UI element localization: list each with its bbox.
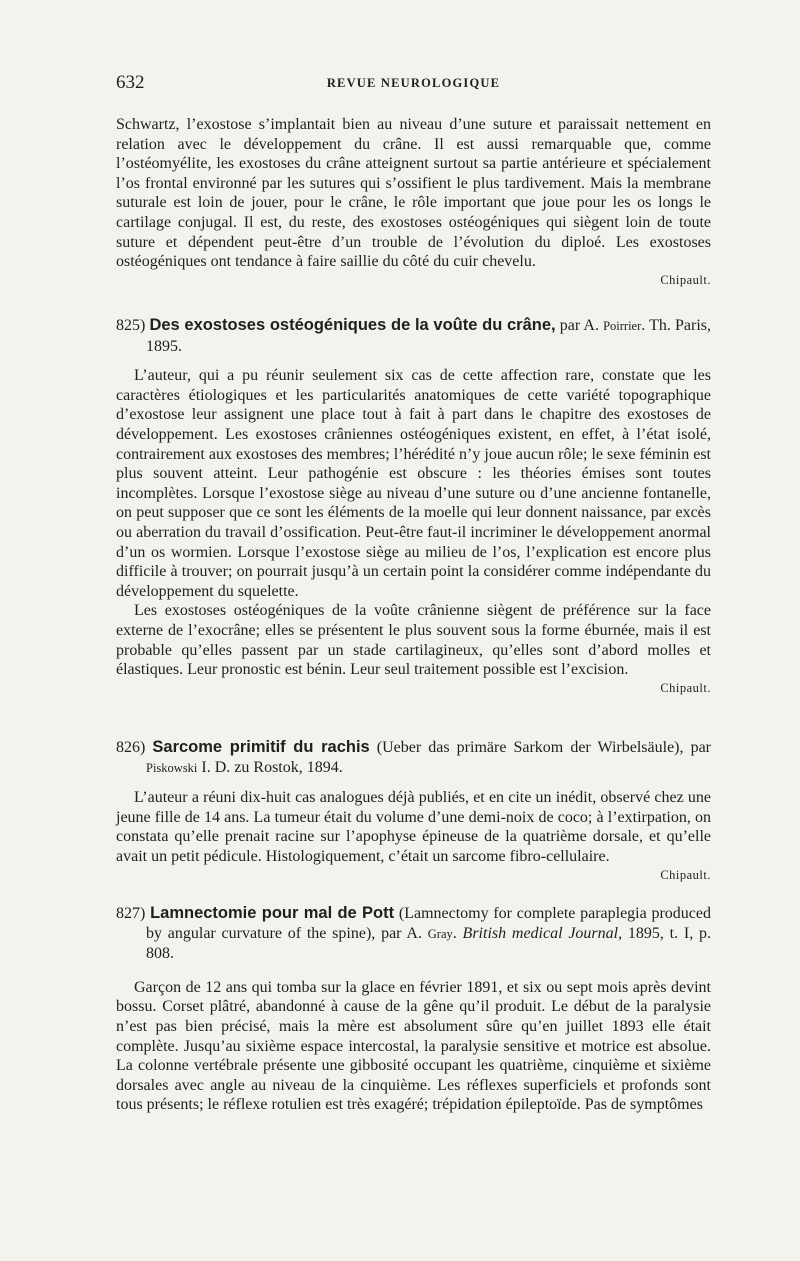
entry-paragraph: Garçon de 12 ans qui tomba sur la glace en février 1891, et six ou sept mois après devint bossu. Corset plâtré, abandonné à cause de la gêne qu’il produit. Le début de la paralysie n’est pas bien précisé, mais la mère est absolument sûre qu’en juillet 1893 elle était complète. Jusqu’au sixième espace intercostal, la paralysie sensitive et motrice est absolue. La colonne vertébrale présente une gibbosité occupant les quatrième, cinquième et sixième dorsales avec angle au niveau de la cinquième. Les réflexes superficiels et profonds sont tous présents; le réflexe rotulien est très exagéré; trépidation épileptoïde. Pas de symptômes	[116, 978, 711, 1114]
entry-citation: par A.	[555, 317, 604, 334]
entry-title: Sarcome primitif du rachis	[152, 738, 370, 756]
entry-825	[116, 316, 711, 698]
entry-citation-end: 1895, t. I, p. 808.	[146, 924, 712, 963]
intro-block	[116, 115, 711, 290]
page-number: 632	[116, 72, 145, 93]
page-header	[116, 72, 711, 96]
entry-title: Des exostoses ostéogéniques de la voûte du crâne,	[149, 316, 556, 334]
signature: Chipault.	[660, 680, 711, 695]
entry-citation-end: I. D. zu Rostok, 1894.	[197, 758, 343, 776]
signature: Chipault.	[660, 867, 711, 882]
running-title: REVUE NEUROLOGIQUE	[326, 76, 501, 90]
entry-number: 827)	[116, 905, 146, 922]
entry-paragraph: L’auteur, qui a pu réunir seulement six cas de cette affection rare, constate que les caractères étiologiques et les particularités anatomiques de cette variété topographique d’exostose leur assignent une place tout à fait à part dans le chapitre des exostoses de développement. Les exostoses crâniennes ostéogéniques existent, en effet, à l’état isolé, contrairement aux exostoses des membres; l’hérédité n’y joue aucun rôle; le sexe féminin est plus souvent atteint. Leur pathogénie est obscure : les théories émises sont toutes incomplètes. Lorsque l’exostose siège au niveau d’une suture ou d’une ancienne fontanelle, on peut supposer que ce sont les éléments de la moelle qui leur donnent naissance, par excès ou aberration du travail d’ossification. Peut-être faut-il incriminer le développement anormal d’un os wormien. Lorsque l’exostose siège au milieu de l’os, l’explication est encore plus difficile à trouver; on pourrait jusqu’à un certain point la considérer comme indépendante du développement du squelette.	[116, 367, 711, 600]
signature: Chipault.	[660, 272, 711, 287]
entry-827	[116, 904, 711, 1115]
entry-number: 826)	[116, 739, 146, 756]
entry-paragraph: Les exostoses ostéogéniques de la voûte crânienne siègent de préférence sur la face externe de l’exocrâne; elles se présentent le plus souvent sous la forme éburnée, mais il est probable qu’elles passent par un stade cartilagineux, qu’elles sont d’abord molles et élastiques. Leur pronostic est bénin. Leur seul traitement possible est l’excision.	[116, 602, 711, 679]
entry-journal: British medical Journal,	[462, 924, 623, 942]
entry-author: Gray	[427, 926, 453, 941]
entry-number: 825)	[116, 317, 146, 334]
entry-citation-mid: .	[452, 924, 463, 942]
entry-citation-end: . Th. Paris, 1895.	[146, 317, 711, 355]
entry-title: Lamnectomie pour mal de Pott	[150, 904, 395, 922]
entry-author: Poirrier	[603, 319, 642, 333]
entry-heading	[116, 738, 711, 778]
entry-826	[116, 738, 711, 885]
entry-heading	[116, 904, 711, 964]
intro-paragraph: Schwartz, l’exostose s’implantait bien au niveau d’une suture et paraissait nettement en relation avec le développement du crâne. Il est aussi remarquable que, comme l’ostéomyélite, les exostoses du crâne atteignent surtout sa partie antérieure et spécialement l’os frontal environné par les sutures qui s’ossifient le plus tardivement. Mais la membrane suturale est loin de jouer, pour le crâne, le rôle important que joue pour les os longs le cartilage conjugal. Il est, du reste, des exostoses ostéogéniques qui siègent loin de toute suture et dépendent peut-être d’un trouble de l’évolution du diploé. Les exostoses ostéogéniques ont tendance à faire saillie du côté du cuir chevelu.	[116, 116, 711, 271]
entry-paragraph: L’auteur a réuni dix-huit cas analogues déjà publiés, et en cite un inédit, observé chez une jeune fille de 14 ans. La tumeur était du volume d’une demi-noix de coco; à l’extirpation, on constata qu’elle prenait racine sur l’apophyse épineuse de la quatrième dorsale, et qu’elle avait un petit pédicule. Histologiquement, c’était un sarcome fibro-cellulaire.	[116, 789, 711, 865]
entry-author: Piskowski	[146, 760, 198, 775]
entry-citation: (Ueber das primäre Sarkom der Wirbelsäule), par	[369, 739, 711, 756]
entry-heading	[116, 316, 711, 356]
entry-citation: (Lamnectomy for complete paraplegia produced by angular curvature of the spine), par A.	[146, 905, 711, 942]
